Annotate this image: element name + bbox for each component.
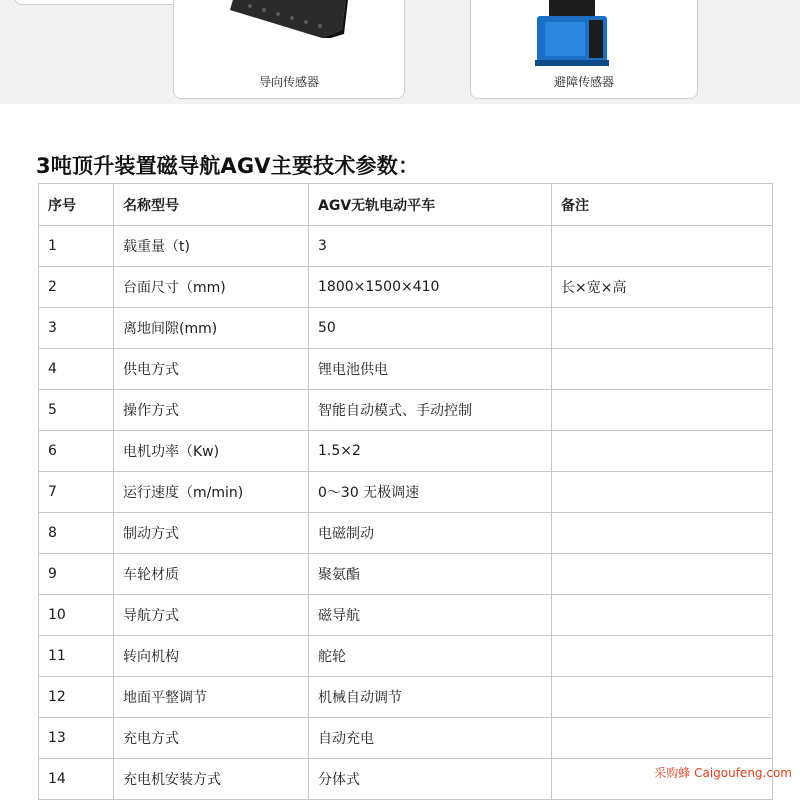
cell-remark: [552, 431, 773, 472]
header-index: 序号: [39, 184, 114, 226]
cell-index: 14: [39, 759, 114, 800]
cell-agv-value: 3: [309, 226, 552, 267]
site-watermark: 采购蜂 Caigoufeng.com: [654, 766, 792, 780]
cell-remark: [552, 226, 773, 267]
spec-heading: 3吨顶升装置磁导航AGV主要技术参数：: [36, 154, 420, 178]
cell-name-model: 地面平整调节: [114, 677, 309, 718]
cell-agv-value: 分体式: [309, 759, 552, 800]
table-row: [39, 513, 773, 554]
cell-remark: [552, 554, 773, 595]
table-row: [39, 349, 773, 390]
cell-index: 9: [39, 554, 114, 595]
table-row: [39, 308, 773, 349]
guide-sensor-caption: 导向传感器: [258, 75, 319, 89]
cell-name-model: 制动方式: [114, 513, 309, 554]
cell-name-model: 充电方式: [114, 718, 309, 759]
cell-remark: [552, 308, 773, 349]
header-agv-spec: AGV无轨电动平车: [309, 184, 552, 226]
cell-remark: [552, 636, 773, 677]
guide-sensor-image: [230, 0, 350, 38]
cell-agv-value: 50: [309, 308, 552, 349]
table-row: [39, 636, 773, 677]
cell-remark: [552, 472, 773, 513]
cell-name-model: 离地间隙(mm): [114, 308, 309, 349]
cell-remark: [552, 349, 773, 390]
table-row: [39, 267, 773, 308]
cell-name-model: 操作方式: [114, 390, 309, 431]
cell-agv-value: 聚氨酯: [309, 554, 552, 595]
table-row: [39, 431, 773, 472]
cell-index: 3: [39, 308, 114, 349]
cell-name-model: 车轮材质: [114, 554, 309, 595]
cell-index: 10: [39, 595, 114, 636]
obstacle-sensor-caption: 避障传感器: [553, 75, 614, 89]
table-row: [39, 554, 773, 595]
table-row: [39, 718, 773, 759]
cell-index: 4: [39, 349, 114, 390]
obstacle-sensor-image: [533, 0, 623, 72]
header-name-model: 名称型号: [114, 184, 309, 226]
cell-remark: [552, 513, 773, 554]
cell-name-model: 电机功率（Kw): [114, 431, 309, 472]
cell-index: 6: [39, 431, 114, 472]
cell-index: 5: [39, 390, 114, 431]
product-card-obstacle-sensor: [470, 0, 698, 99]
table-row: [39, 472, 773, 513]
cell-name-model: 供电方式: [114, 349, 309, 390]
cell-agv-value: 磁导航: [309, 595, 552, 636]
cell-agv-value: 0～30 无极调速: [309, 472, 552, 513]
table-row: [39, 390, 773, 431]
cell-name-model: 转向机构: [114, 636, 309, 677]
cell-agv-value: 电磁制动: [309, 513, 552, 554]
cell-agv-value: 锂电池供电: [309, 349, 552, 390]
header-remarks: 备注: [552, 184, 773, 226]
cell-agv-value: 机械自动调节: [309, 677, 552, 718]
cell-agv-value: 1.5×2: [309, 431, 552, 472]
cell-index: 2: [39, 267, 114, 308]
product-card-guide-sensor: [173, 0, 405, 99]
spec-table-header-row: [39, 184, 773, 226]
cell-index: 13: [39, 718, 114, 759]
cell-index: 1: [39, 226, 114, 267]
cell-remark: [552, 677, 773, 718]
cell-remark: [552, 718, 773, 759]
cell-name-model: 台面尺寸（mm): [114, 267, 309, 308]
cell-agv-value: 1800×1500×410: [309, 267, 552, 308]
product-image-strip: [0, 0, 800, 104]
cell-agv-value: 自动充电: [309, 718, 552, 759]
cell-index: 11: [39, 636, 114, 677]
cell-name-model: 运行速度（m/min): [114, 472, 309, 513]
cell-index: 8: [39, 513, 114, 554]
cell-name-model: 载重量（t): [114, 226, 309, 267]
cell-remark: [552, 595, 773, 636]
cell-index: 12: [39, 677, 114, 718]
cell-name-model: 导航方式: [114, 595, 309, 636]
cell-agv-value: 舵轮: [309, 636, 552, 677]
cell-remark: 长×宽×高: [552, 267, 773, 308]
cell-remark: [552, 390, 773, 431]
table-row: [39, 677, 773, 718]
spec-table: [38, 183, 773, 800]
table-row: [39, 226, 773, 267]
cell-index: 7: [39, 472, 114, 513]
table-row: [39, 595, 773, 636]
cell-agv-value: 智能自动模式、手动控制: [309, 390, 552, 431]
cell-name-model: 充电机安装方式: [114, 759, 309, 800]
